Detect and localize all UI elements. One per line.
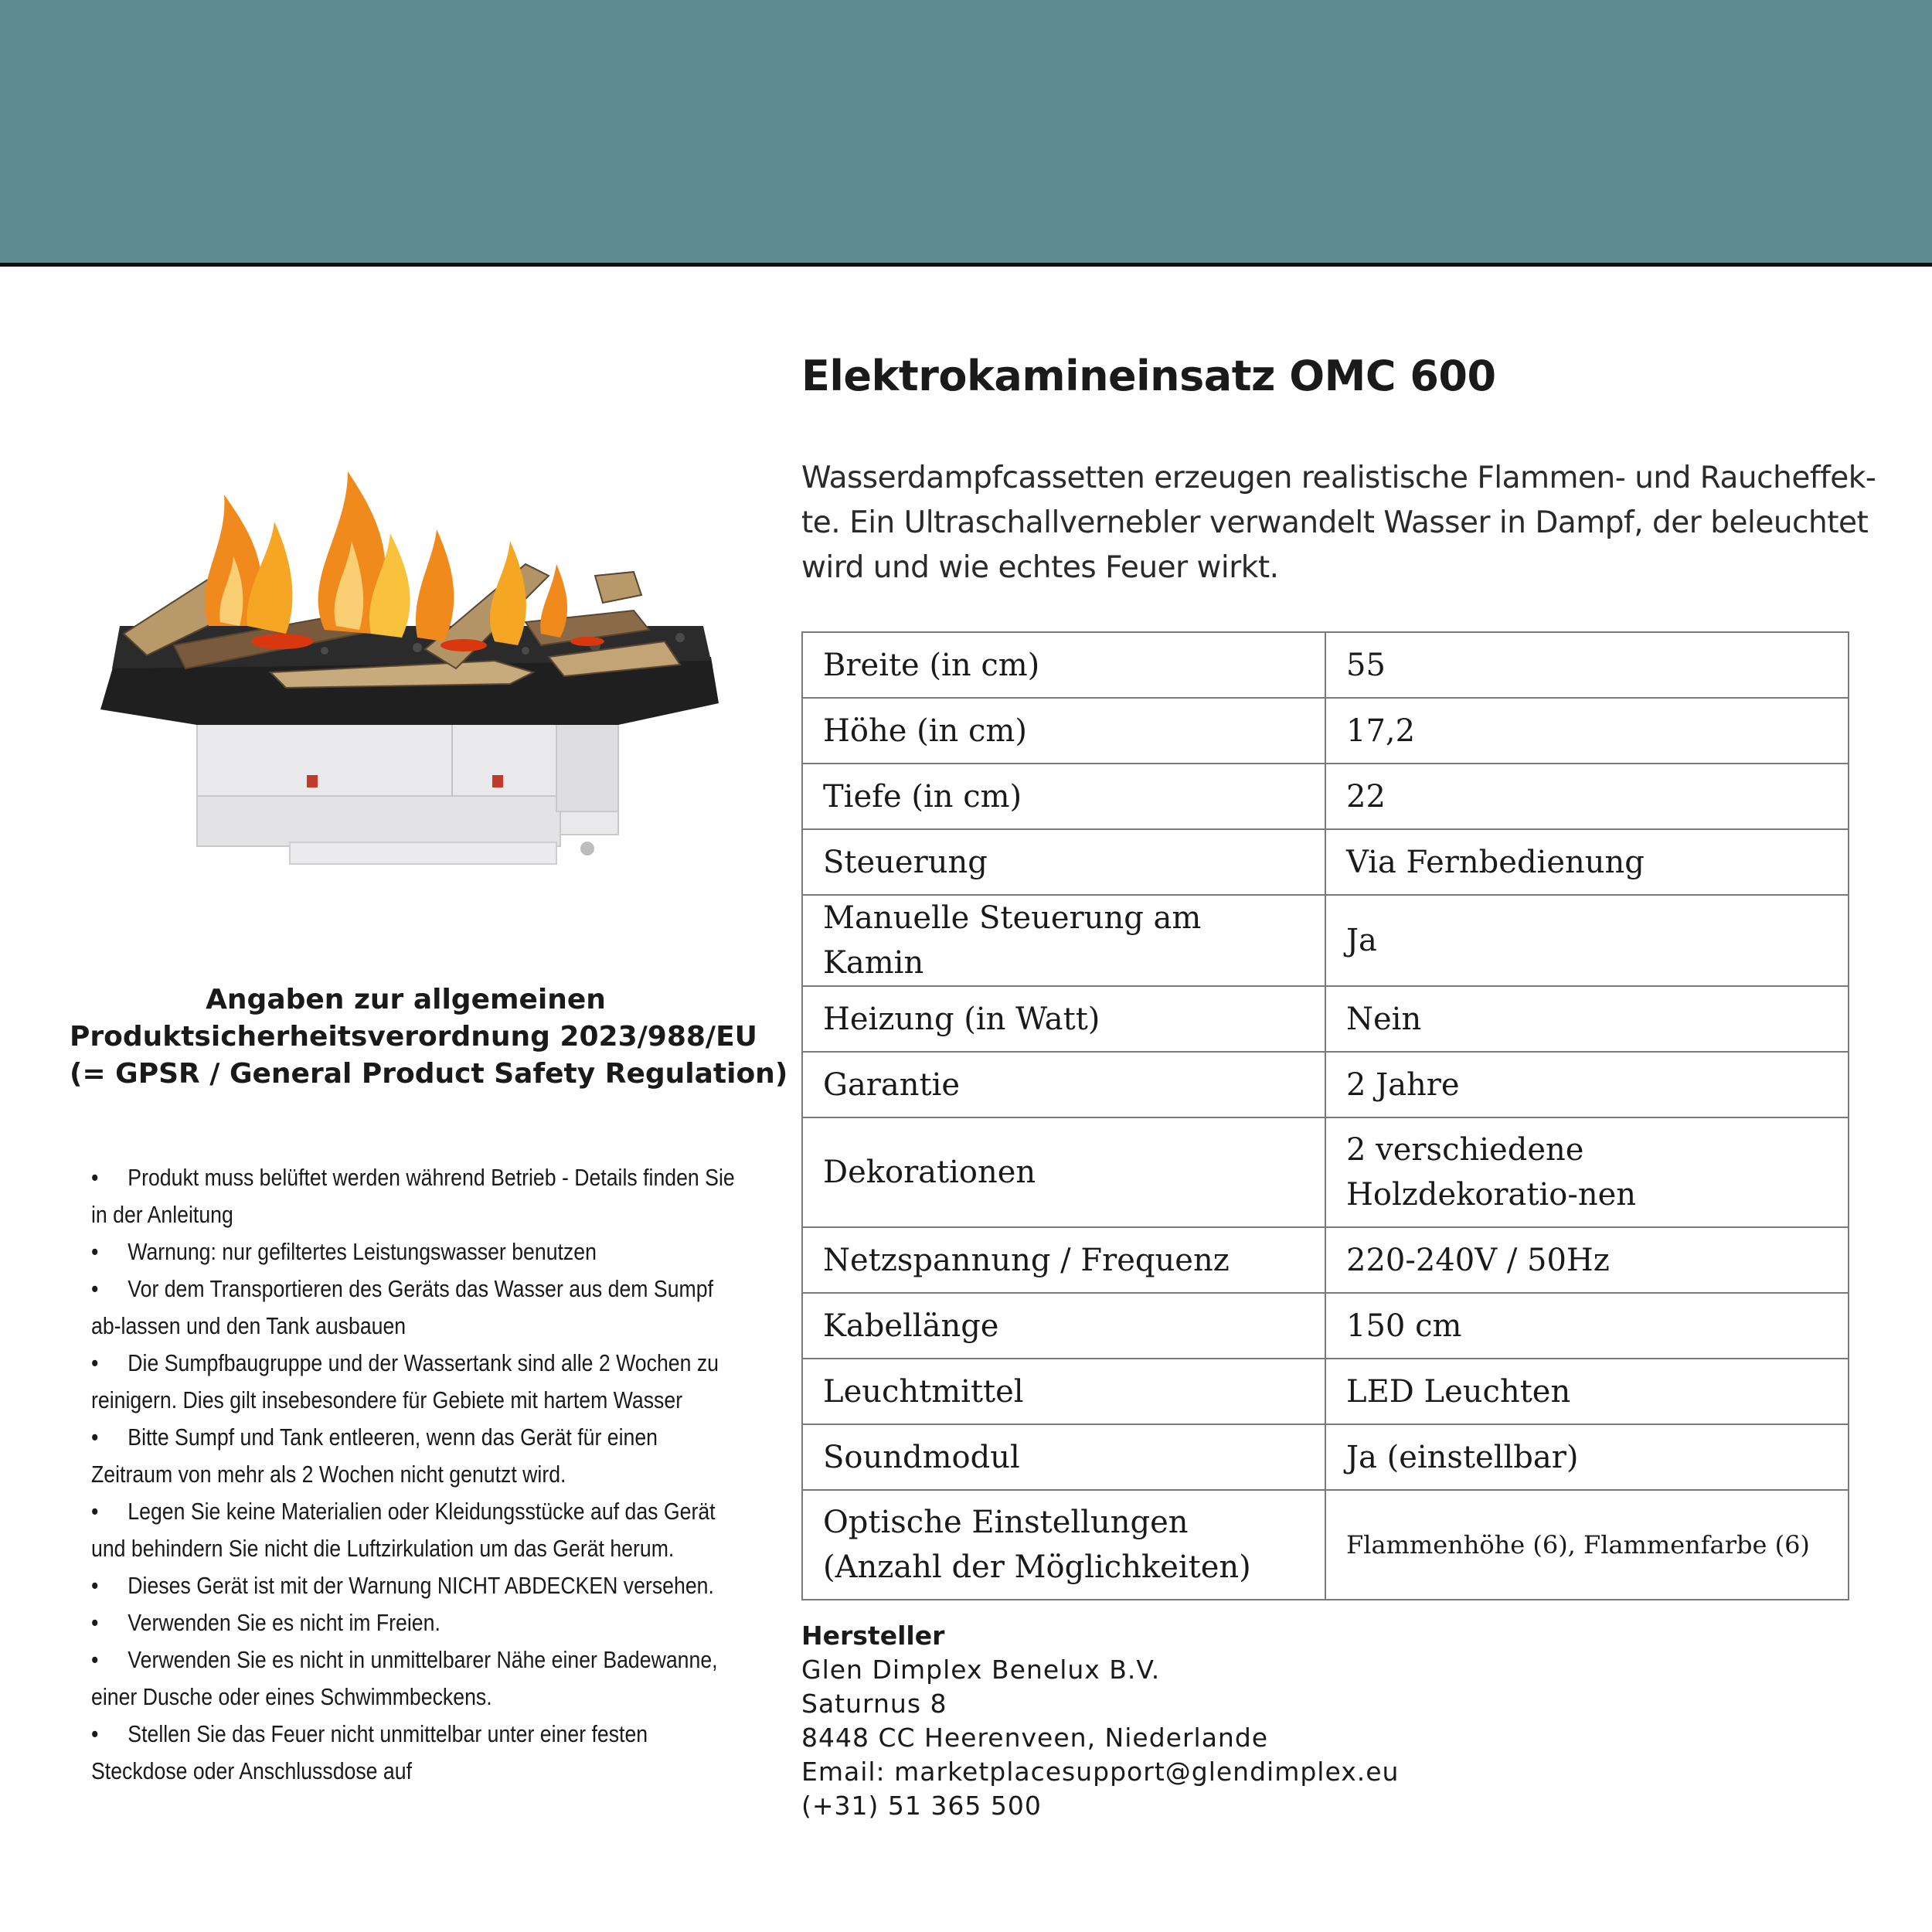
spec-row bbox=[802, 1490, 1849, 1600]
spec-label: Steuerung bbox=[802, 829, 1325, 895]
spec-row bbox=[802, 986, 1849, 1052]
spec-value: 2 verschiedene Holzdekoratio-nen bbox=[1325, 1117, 1849, 1227]
product-title: Elektrokamineinsatz OMC 600 bbox=[801, 352, 1496, 400]
spec-label: Leuchtmittel bbox=[802, 1359, 1325, 1424]
drain-knob bbox=[580, 842, 594, 855]
safety-note-text: Produkt muss belüftet werden während Betrieb - Details finden Sie in der Anleitung bbox=[91, 1164, 735, 1228]
intro-line: Wasserdampfcassetten erzeugen realistische Flammen- und Raucheffek- bbox=[801, 461, 1876, 495]
spec-row bbox=[802, 632, 1849, 698]
spec-value: 17,2 bbox=[1325, 698, 1849, 764]
intro-line: wird und wie echtes Feuer wirkt. bbox=[801, 550, 1279, 585]
manufacturer-city: 8448 CC Heerenveen, Niederlande bbox=[801, 1723, 1269, 1753]
gpsr-heading-line: (= GPSR / General Product Safety Regulation) bbox=[70, 1058, 788, 1090]
gpsr-heading-line: Produktsicherheitsverordnung 2023/988/EU bbox=[70, 1021, 757, 1053]
spec-row bbox=[802, 895, 1849, 986]
spec-value: Ja (einstellbar) bbox=[1325, 1424, 1849, 1490]
indicator-right bbox=[492, 775, 503, 787]
spec-label: Soundmodul bbox=[802, 1424, 1325, 1490]
manufacturer-block bbox=[801, 1619, 1399, 1823]
safety-note-text: Dieses Gerät ist mit der Warnung NICHT ABDECKEN versehen. bbox=[128, 1572, 714, 1599]
safety-note-text: Vor dem Transportieren des Geräts das Wasser aus dem Sumpf ab-lassen und den Tank ausbauen bbox=[91, 1275, 713, 1339]
manufacturer-phone[interactable]: (+31) 51 365 500 bbox=[801, 1791, 1042, 1821]
safety-note-item bbox=[91, 1419, 740, 1493]
manufacturer-street: Saturnus 8 bbox=[801, 1689, 947, 1719]
safety-note-item bbox=[91, 1641, 740, 1716]
fireplace-insert-image bbox=[93, 448, 726, 881]
spec-label: Kabellänge bbox=[802, 1293, 1325, 1359]
bullet-icon: • bbox=[91, 1720, 99, 1747]
spec-row bbox=[802, 1293, 1849, 1359]
spec-label: Garantie bbox=[802, 1052, 1325, 1117]
bullet-icon: • bbox=[91, 1349, 99, 1376]
spec-row bbox=[802, 1117, 1849, 1227]
spec-value: Nein bbox=[1325, 986, 1849, 1052]
safety-note-text: Stellen Sie das Feuer nicht unmittelbar unter einer festen Steckdose oder Anschlussdose auf bbox=[91, 1720, 648, 1784]
housing-lower bbox=[197, 796, 560, 846]
manufacturer-title: Hersteller bbox=[801, 1621, 945, 1651]
spec-label: Netzspannung / Frequenz bbox=[802, 1227, 1325, 1293]
spec-row bbox=[802, 698, 1849, 764]
manufacturer-email[interactable]: Email: marketplacesupport@glendimplex.eu bbox=[801, 1757, 1400, 1787]
spec-row bbox=[802, 829, 1849, 895]
spec-row bbox=[802, 764, 1849, 829]
safety-note-item bbox=[91, 1233, 740, 1270]
spec-label: Breite (in cm) bbox=[802, 632, 1325, 698]
spec-row bbox=[802, 1424, 1849, 1490]
bullet-icon: • bbox=[91, 1498, 99, 1525]
safety-note-text: Verwenden Sie es nicht im Freien. bbox=[128, 1609, 440, 1636]
housing-foot bbox=[290, 842, 556, 864]
flames bbox=[205, 471, 567, 645]
manufacturer-name: Glen Dimplex Benelux B.V. bbox=[801, 1655, 1161, 1685]
spec-value: 22 bbox=[1325, 764, 1849, 829]
safety-note-text: Die Sumpfbaugruppe und der Wassertank sind alle 2 Wochen zu reinigern. Dies gilt insebesondere für Gebiete mit hartem Wasser bbox=[91, 1349, 719, 1413]
housing-side bbox=[556, 719, 618, 811]
specs-table bbox=[801, 631, 1849, 1600]
spec-value: 2 Jahre bbox=[1325, 1052, 1849, 1117]
bullet-icon: • bbox=[91, 1572, 99, 1599]
bullet-icon: • bbox=[91, 1423, 99, 1451]
safety-note-item bbox=[91, 1567, 740, 1604]
spec-label: Optische Einstellungen (Anzahl der Möglichkeiten) bbox=[802, 1490, 1325, 1600]
bullet-icon: • bbox=[91, 1609, 99, 1636]
indicator-left bbox=[307, 775, 318, 787]
spec-value: LED Leuchten bbox=[1325, 1359, 1849, 1424]
bullet-icon: • bbox=[91, 1275, 99, 1302]
spec-label: Höhe (in cm) bbox=[802, 698, 1325, 764]
header-color-band bbox=[0, 0, 1932, 267]
spec-value: 150 cm bbox=[1325, 1293, 1849, 1359]
spec-row bbox=[802, 1227, 1849, 1293]
product-intro bbox=[801, 456, 1876, 590]
safety-note-text: Warnung: nur gefiltertes Leistungswasser benutzen bbox=[128, 1238, 597, 1265]
safety-note-text: Verwenden Sie es nicht in unmittelbarer Nähe einer Badewanne, einer Dusche oder eines Schwimmbeckens. bbox=[91, 1646, 718, 1710]
safety-note-text: Legen Sie keine Materialien oder Kleidungsstücke auf das Gerät und behindern Sie nicht die Luftzirkulation um das Gerät herum. bbox=[91, 1498, 716, 1562]
bullet-icon: • bbox=[91, 1238, 99, 1265]
safety-note-item bbox=[91, 1270, 740, 1345]
spec-row bbox=[802, 1052, 1849, 1117]
safety-note-item bbox=[91, 1159, 740, 1233]
bullet-icon: • bbox=[91, 1164, 99, 1191]
spec-value: Via Fernbedienung bbox=[1325, 829, 1849, 895]
intro-line: te. Ein Ultraschallvernebler verwandelt Wasser in Dampf, der beleuchtet bbox=[801, 505, 1869, 540]
bullet-icon: • bbox=[91, 1646, 99, 1673]
gpsr-heading bbox=[70, 981, 788, 1093]
spec-value: Flammenhöhe (6), Flammenfarbe (6) bbox=[1325, 1490, 1849, 1600]
spec-row bbox=[802, 1359, 1849, 1424]
safety-note-text: Bitte Sumpf und Tank entleeren, wenn das Gerät für einen Zeitraum von mehr als 2 Wochen nicht genutzt wird. bbox=[91, 1423, 658, 1488]
safety-note-item bbox=[91, 1345, 740, 1419]
safety-note-item bbox=[91, 1604, 740, 1641]
spec-value: 55 bbox=[1325, 632, 1849, 698]
spec-label: Manuelle Steuerung am Kamin bbox=[802, 895, 1325, 986]
spec-label: Dekorationen bbox=[802, 1117, 1325, 1227]
safety-notes-list bbox=[91, 1159, 740, 1790]
safety-note-item bbox=[91, 1493, 740, 1567]
spec-label: Heizung (in Watt) bbox=[802, 986, 1325, 1052]
spec-value: 220-240V / 50Hz bbox=[1325, 1227, 1849, 1293]
gpsr-heading-line: Angaben zur allgemeinen bbox=[206, 984, 606, 1015]
spec-label: Tiefe (in cm) bbox=[802, 764, 1325, 829]
safety-note-item bbox=[91, 1716, 740, 1790]
spec-value: Ja bbox=[1325, 895, 1849, 986]
